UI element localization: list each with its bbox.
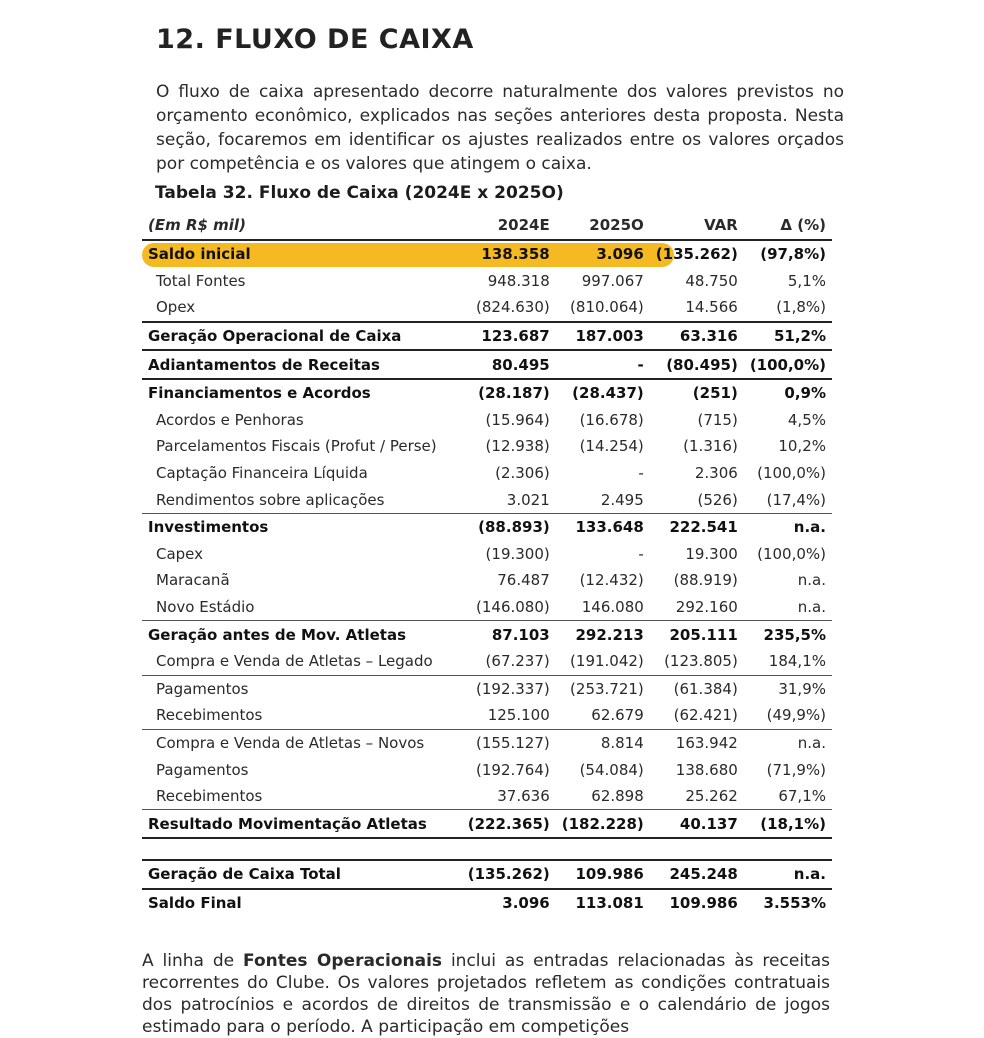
row-label: Captação Financeira Líquida [156, 464, 368, 483]
cell-2025o: (16.678) [579, 410, 644, 429]
cell-2025o: - [638, 544, 644, 563]
cell-var: 109.986 [650, 889, 744, 917]
outro-bold: Fontes Operacionais [243, 951, 443, 971]
cell-2024e: (15.964) [485, 410, 550, 429]
table-row [142, 702, 832, 729]
row-label: Resultado Movimentação Atletas [148, 814, 427, 833]
cell-2025o: (14.254) [579, 437, 644, 456]
cell-var: (135.262) [655, 245, 738, 264]
cell-var: (715) [697, 410, 738, 429]
cell-2024e: 87.103 [491, 625, 550, 644]
cell-2024e: 37.636 [462, 783, 556, 810]
table-row [142, 268, 832, 295]
cell-2025o: (810.064) [570, 298, 644, 317]
cell-2025o: 997.067 [581, 271, 644, 290]
cell-2025o: (191.042) [556, 648, 650, 675]
cell-delta: (1,8%) [776, 298, 826, 317]
cell-2025o: 8.814 [600, 733, 644, 752]
table-row [142, 240, 832, 268]
table-row [142, 567, 832, 594]
cell-var: 48.750 [685, 271, 738, 290]
table-row [142, 648, 832, 675]
cell-delta: 10,2% [778, 437, 826, 456]
table-spacer-row [142, 838, 832, 860]
cell-2025o: - [556, 350, 650, 379]
cell-delta: (17,4%) [744, 486, 832, 513]
table-row [142, 783, 832, 810]
row-label: Geração de Caixa Total [142, 860, 462, 889]
cell-2024e: (192.764) [476, 760, 550, 779]
cell-2024e: (67.237) [462, 648, 556, 675]
header-delta: Δ (%) [744, 211, 832, 240]
row-label: Geração antes de Mov. Atletas [148, 625, 406, 644]
cell-2025o: 2.495 [556, 486, 650, 513]
cell-var: 14.566 [685, 298, 738, 317]
table-row [142, 810, 832, 838]
row-label: Compra e Venda de Atletas – Legado [142, 648, 462, 675]
cell-2025o: (28.437) [556, 379, 650, 407]
cell-delta: (71,9%) [766, 760, 826, 779]
cell-var: (61.384) [673, 679, 738, 698]
cell-var: (526) [650, 486, 744, 513]
cell-delta: 184,1% [744, 648, 832, 675]
row-label: Financiamentos e Acordos [142, 379, 462, 407]
cell-var: 19.300 [685, 544, 738, 563]
cell-delta: (100,0%) [757, 464, 826, 483]
cell-2024e: 138.358 [481, 245, 550, 264]
cell-delta: n.a. [797, 571, 826, 590]
spacer-cell [142, 838, 832, 860]
row-label: Total Fontes [156, 271, 246, 290]
row-label: Pagamentos [156, 679, 249, 698]
cell-delta: (100,0%) [757, 544, 826, 563]
cell-2024e: (2.306) [495, 464, 550, 483]
cell-2024e: 80.495 [462, 350, 556, 379]
cell-2025o: (253.721) [570, 679, 644, 698]
cell-var: 63.316 [650, 322, 744, 351]
cell-2025o: 292.213 [575, 625, 644, 644]
cell-var: 25.262 [650, 783, 744, 810]
cell-2024e: (146.080) [462, 594, 556, 621]
cell-2024e: 123.687 [462, 322, 556, 351]
table-row [142, 860, 832, 889]
cell-var: (62.421) [650, 702, 744, 729]
cell-2024e: (824.630) [476, 298, 550, 317]
cell-2025o: 113.081 [556, 889, 650, 917]
cell-2024e: 3.021 [462, 486, 556, 513]
cell-var: 138.680 [675, 760, 738, 779]
table-caption: Tabela 32. Fluxo de Caixa (2024E x 2025O) [155, 183, 564, 203]
cell-delta: 4,5% [787, 410, 826, 429]
cell-delta: 51,2% [744, 322, 832, 351]
cell-var: (88.919) [673, 571, 738, 590]
table-row [142, 594, 832, 621]
cell-delta: 5,1% [787, 271, 826, 290]
cell-2025o: (182.228) [561, 814, 644, 833]
row-label: Capex [156, 544, 204, 563]
cell-var: 2.306 [694, 464, 738, 483]
cell-var: 222.541 [669, 518, 738, 537]
table-row [142, 350, 832, 379]
cell-delta: (18,1%) [760, 814, 826, 833]
cell-2024e: 125.100 [462, 702, 556, 729]
table-row [142, 294, 832, 322]
table-row [142, 541, 832, 568]
row-label: Geração Operacional de Caixa [142, 322, 462, 351]
table-row [142, 486, 832, 513]
cell-var: (251) [650, 379, 744, 407]
cell-2025o: 133.648 [575, 518, 644, 537]
cell-delta: 235,5% [763, 625, 826, 644]
row-label: Investimentos [148, 518, 269, 537]
cell-var: 245.248 [650, 860, 744, 889]
table-row [142, 729, 832, 756]
header-var: VAR [650, 211, 744, 240]
row-label: Saldo inicial [148, 245, 251, 264]
cell-delta: (100,0%) [744, 350, 832, 379]
cell-var: 205.111 [669, 625, 738, 644]
cell-2025o: 146.080 [556, 594, 650, 621]
table-row [142, 460, 832, 487]
row-label: Novo Estádio [142, 594, 462, 621]
cell-2025o: (12.432) [579, 571, 644, 590]
cell-delta: 3.553% [744, 889, 832, 917]
table-row [142, 407, 832, 434]
cell-var: (1.316) [683, 437, 738, 456]
cell-2024e: 3.096 [462, 889, 556, 917]
cell-2025o: 109.986 [556, 860, 650, 889]
cell-delta: n.a. [744, 860, 832, 889]
row-label: Recebimentos [142, 783, 462, 810]
row-label: Compra e Venda de Atletas – Novos [156, 733, 425, 752]
intro-paragraph: O fluxo de caixa apresentado decorre naturalmente dos valores previstos no orçamento econômico, explicados nas seções anteriores desta proposta. Nesta seção, focaremos em identificar os ajustes realizados entre os valores orçados por competência e os valores que atingem o caixa. [156, 82, 844, 174]
row-label: Pagamentos [156, 760, 249, 779]
header-unit: (Em R$ mil) [142, 211, 462, 240]
cell-delta: n.a. [797, 733, 826, 752]
row-label: Recebimentos [142, 702, 462, 729]
table-row [142, 322, 832, 351]
cell-delta: (49,9%) [744, 702, 832, 729]
cell-2025o: 62.898 [556, 783, 650, 810]
cell-var: 163.942 [675, 733, 738, 752]
row-label: Saldo Final [142, 889, 462, 917]
cell-2024e: (19.300) [485, 544, 550, 563]
cell-2025o: 3.096 [596, 245, 644, 264]
cell-2025o: 62.679 [556, 702, 650, 729]
table-row [142, 621, 832, 648]
header-2024e: 2024E [462, 211, 556, 240]
cell-var: 40.137 [679, 814, 738, 833]
cell-2024e: (155.127) [476, 733, 550, 752]
cash-flow-table [142, 211, 832, 916]
cell-var: (123.805) [650, 648, 744, 675]
table-row [142, 889, 832, 917]
cell-var: (80.495) [650, 350, 744, 379]
cell-2024e: 76.487 [497, 571, 550, 590]
table-row [142, 756, 832, 783]
row-label: Acordos e Penhoras [156, 410, 304, 429]
cell-delta: n.a. [744, 594, 832, 621]
table-row [142, 513, 832, 540]
cell-2024e: (28.187) [462, 379, 556, 407]
outro-pre: A linha de [142, 951, 244, 971]
cell-2024e: 948.318 [487, 271, 550, 290]
cell-delta: 0,9% [744, 379, 832, 407]
outro-post: inclui as entradas relacionadas às receitas recorrentes do Clube. Os valores projetados refletem as condições contratuais dos patrocínios e acordos de direitos de transmissão e o calendário de jogos estimado para o período. A participação em competições [142, 951, 830, 1037]
cell-2025o: 187.003 [556, 322, 650, 351]
table-row [142, 379, 832, 407]
cell-2024e: (88.893) [478, 518, 550, 537]
row-label: Rendimentos sobre aplicações [142, 486, 462, 513]
cell-delta: n.a. [793, 518, 826, 537]
section-title: 12. FLUXO DE CAIXA [156, 24, 474, 55]
header-2025o: 2025O [556, 211, 650, 240]
cell-2025o: (54.084) [579, 760, 644, 779]
cell-2024e: (222.365) [467, 814, 550, 833]
cell-delta: (97,8%) [760, 245, 826, 264]
table-row [142, 433, 832, 460]
table-header-row [142, 211, 832, 240]
cell-2024e: (192.337) [476, 679, 550, 698]
cell-2025o: - [638, 464, 644, 483]
row-label: Opex [156, 298, 196, 317]
table-row [142, 675, 832, 702]
row-label: Maracanã [156, 571, 230, 590]
cell-delta: 31,9% [778, 679, 826, 698]
row-label: Adiantamentos de Receitas [142, 350, 462, 379]
row-label: Parcelamentos Fiscais (Profut / Perse) [156, 437, 437, 456]
cell-2024e: (135.262) [462, 860, 556, 889]
cell-delta: 67,1% [744, 783, 832, 810]
cell-var: 292.160 [650, 594, 744, 621]
cell-2024e: (12.938) [485, 437, 550, 456]
